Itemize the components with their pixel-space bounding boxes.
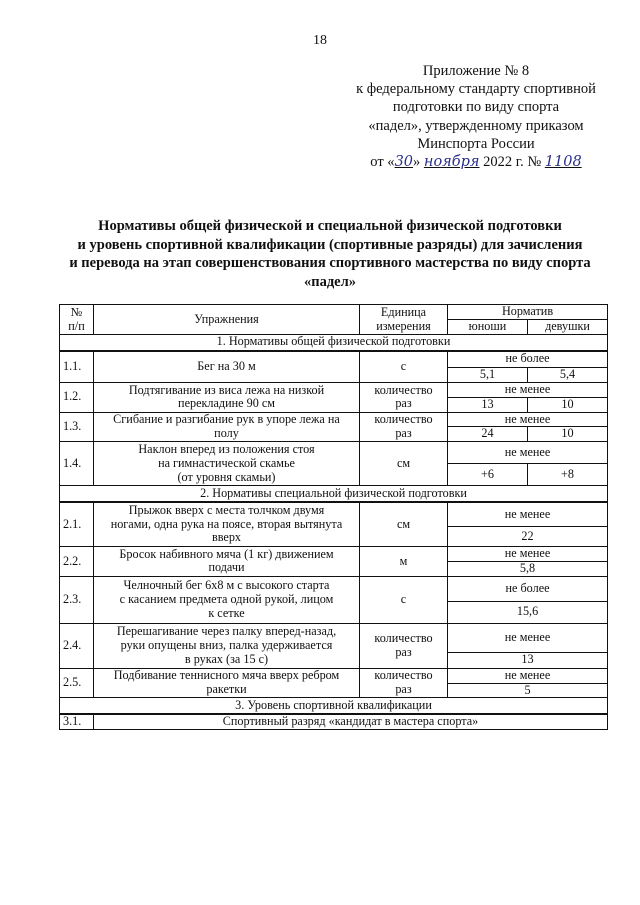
row-exercise: Подтягивание из виса лежа на низкой перекладине 90 см xyxy=(94,383,360,413)
handwritten-day: 30 xyxy=(394,154,414,171)
table-row xyxy=(60,623,608,652)
table-row xyxy=(60,383,608,398)
table-header-row xyxy=(60,305,608,320)
row-boys-value: 24 xyxy=(448,427,528,442)
section-3-heading: 3. Уровень спортивной квалификации xyxy=(60,698,608,714)
row-num: 2.1. xyxy=(60,502,94,547)
header-boys: юноши xyxy=(448,320,528,335)
row-norm-label: не менее xyxy=(448,442,608,464)
row-girls-value: 10 xyxy=(528,427,608,442)
section-row xyxy=(60,335,608,351)
title-line: Нормативы общей физической и специальной физической подготовки xyxy=(98,218,562,234)
row-unit: количество раз xyxy=(360,623,448,668)
row-norm-label: не менее xyxy=(448,412,608,427)
row-num: 2.2. xyxy=(60,547,94,577)
row-exercise: Челночный бег 6x8 м с высокого старта с касанием предмета одной рукой, лицом к сетке xyxy=(94,576,360,623)
header-exercise: Упражнения xyxy=(94,305,360,335)
document-title xyxy=(60,217,600,291)
section-2-heading: 2. Нормативы специальной физической подготовки xyxy=(60,486,608,502)
table-row xyxy=(60,442,608,464)
handwritten-order-number: 1108 xyxy=(544,154,582,171)
title-line: и уровень спортивной квалификации (спортивные разряды) для зачисления xyxy=(77,236,583,253)
row-norm-label: не более xyxy=(448,576,608,601)
row-common-value: 5 xyxy=(448,683,608,698)
section-1-heading: 1. Нормативы общей физической подготовки xyxy=(60,335,608,351)
row-exercise: Наклон вперед из положения стоя на гимнастической скамье (от уровня скамьи) xyxy=(94,442,360,486)
row-num: 1.3. xyxy=(60,412,94,442)
norms-table xyxy=(59,304,608,730)
row-norm-label: не менее xyxy=(448,383,608,398)
row-common-value: 22 xyxy=(448,527,608,547)
row-norm-label: не менее xyxy=(448,547,608,562)
row-exercise: Перешагивание через палку вперед-назад, руки опущены вниз, палка удерживается в руках (за 15 с) xyxy=(94,623,360,668)
table-row xyxy=(60,412,608,427)
row-num: 2.3. xyxy=(60,576,94,623)
row-num: 1.4. xyxy=(60,442,94,486)
date-year: 2022 г. № xyxy=(483,154,542,171)
table-row xyxy=(60,547,608,562)
row-norm-label: не более xyxy=(448,351,608,368)
appendix-header xyxy=(330,62,622,171)
row-exercise: Прыжок вверх с места толчком двумя ногами, одна рука на поясе, вторая вытянута вверх xyxy=(94,502,360,547)
section-row xyxy=(60,698,608,714)
row-exercise: Бег на 30 м xyxy=(94,351,360,383)
row-unit: с xyxy=(360,351,448,383)
row-boys-value: +6 xyxy=(448,464,528,486)
row-unit: с xyxy=(360,576,448,623)
header-girls: девушки xyxy=(528,320,608,335)
appendix-line: к федеральному стандарту спортивной xyxy=(356,81,596,98)
header-num: № п/п xyxy=(60,305,94,335)
row-unit: количество раз xyxy=(360,383,448,413)
row-num: 2.4. xyxy=(60,623,94,668)
header-norm: Норматив xyxy=(448,305,608,320)
appendix-line: Приложение № 8 xyxy=(422,63,530,79)
table-row xyxy=(60,351,608,368)
section-row xyxy=(60,486,608,502)
row-qualification: Спортивный разряд «кандидат в мастера спорта» xyxy=(94,714,608,730)
row-unit: количество раз xyxy=(360,668,448,698)
row-num: 3.1. xyxy=(60,714,94,730)
table-row xyxy=(60,714,608,730)
row-unit: см xyxy=(360,502,448,547)
row-girls-value: 5,4 xyxy=(528,368,608,383)
appendix-line: Минспорта России xyxy=(417,135,535,152)
row-exercise: Бросок набивного мяча (1 кг) движением подачи xyxy=(94,547,360,577)
table-row xyxy=(60,502,608,527)
row-norm-label: не менее xyxy=(448,502,608,527)
table-row xyxy=(60,668,608,683)
row-norm-label: не менее xyxy=(448,623,608,652)
handwritten-month: ноября xyxy=(423,154,480,171)
row-boys-value: 5,1 xyxy=(448,368,528,383)
title-line: и перевода на этап совершенствования спортивного мастерства по виду спорта xyxy=(69,255,591,272)
order-date-line xyxy=(330,153,622,171)
row-common-value: 5,8 xyxy=(448,561,608,576)
appendix-line: «падел», утвержденному приказом xyxy=(368,117,584,134)
row-unit: м xyxy=(360,547,448,577)
table-row xyxy=(60,576,608,601)
title-line: «падел» xyxy=(303,273,356,290)
row-unit: см xyxy=(360,442,448,486)
date-prefix: от « xyxy=(370,154,395,171)
row-girls-value: 10 xyxy=(528,397,608,412)
date-mid: » xyxy=(413,154,421,171)
page-number: 18 xyxy=(313,33,327,48)
row-unit: количество раз xyxy=(360,412,448,442)
row-common-value: 15,6 xyxy=(448,601,608,623)
row-norm-label: не менее xyxy=(448,668,608,683)
row-girls-value: +8 xyxy=(528,464,608,486)
row-num: 2.5. xyxy=(60,668,94,698)
row-exercise: Подбивание теннисного мяча вверх ребром ракетки xyxy=(94,668,360,698)
row-boys-value: 13 xyxy=(448,397,528,412)
row-num: 1.1. xyxy=(60,351,94,383)
row-num: 1.2. xyxy=(60,383,94,413)
row-common-value: 13 xyxy=(448,652,608,668)
header-unit: Единица измерения xyxy=(360,305,448,335)
appendix-line: подготовки по виду спорта xyxy=(392,99,560,116)
row-exercise: Сгибание и разгибание рук в упоре лежа на полу xyxy=(94,412,360,442)
